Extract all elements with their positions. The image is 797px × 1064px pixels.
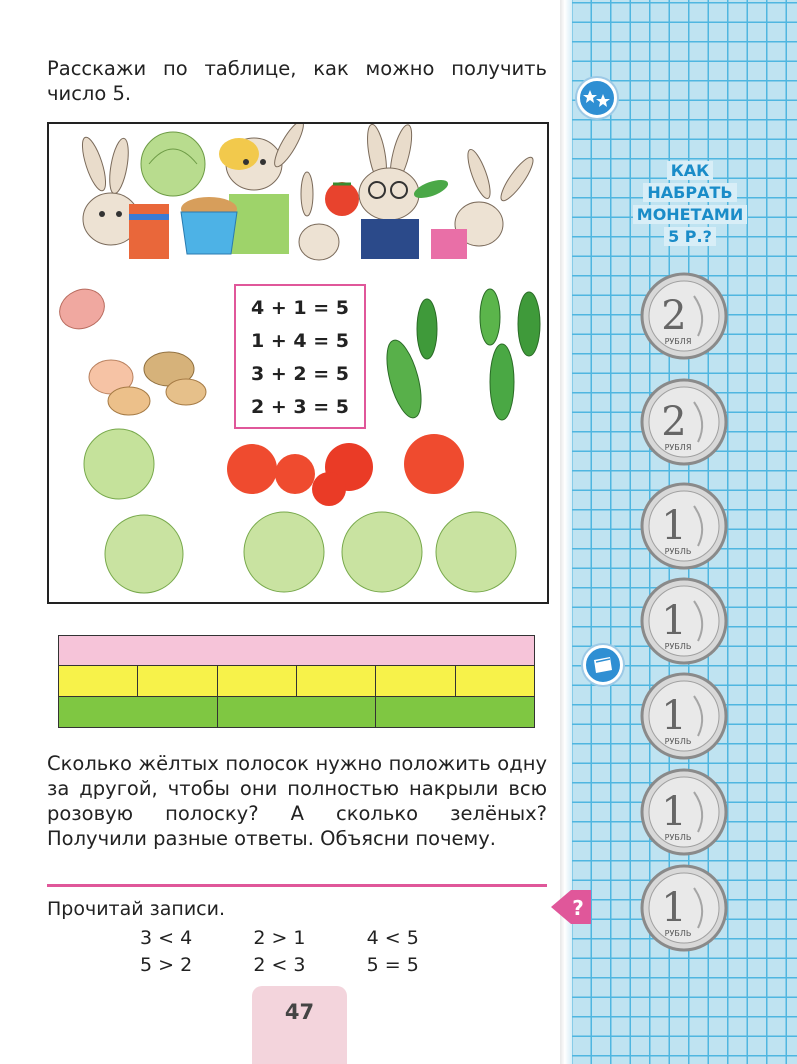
comparison-row <box>140 925 480 952</box>
note-icon <box>583 645 623 685</box>
equation-4: 2 + 3 = 5 <box>251 396 349 418</box>
coin-digit: 1 <box>661 885 687 931</box>
yellow-segment <box>218 666 297 696</box>
pink-stripe <box>58 635 535 666</box>
cabbage-held-icon <box>141 132 205 196</box>
cucumber-icon <box>380 289 540 421</box>
equation-2: 1 + 4 = 5 <box>251 330 349 352</box>
coin-digit: 2 <box>661 399 687 445</box>
green-segment <box>376 697 534 727</box>
sidebar-title-line: МОНЕТАМИ <box>633 205 747 224</box>
coin-2-rubles <box>640 272 728 360</box>
coin-digit: 1 <box>661 693 687 739</box>
task-2-text: Сколько жёлтых полосок нужно положить одну за другой, чтобы они полностью накрыли всю розовую полоску? А сколько зелёных? Получили разные ответы. Объясни почему. <box>47 752 547 850</box>
sidebar-title <box>615 160 765 248</box>
comparison: 2 > 1 <box>253 927 306 949</box>
coin-label: РУБЛЬ <box>664 642 692 651</box>
question-icon <box>551 888 591 926</box>
equation-box <box>234 284 366 429</box>
comparison: 5 = 5 <box>366 954 419 976</box>
coin-label: РУБЛЬ <box>664 547 692 556</box>
sidebar-title-line: 5 Р.? <box>664 227 716 246</box>
comparison-row <box>140 952 480 979</box>
comparison: 3 < 4 <box>140 927 193 949</box>
page-number-tab <box>252 986 347 1064</box>
rabbit-2-icon <box>181 124 308 254</box>
coin-digit: 1 <box>661 503 687 549</box>
yellow-segment <box>297 666 376 696</box>
green-segment <box>218 697 377 727</box>
coin-label: РУБЛЬ <box>664 833 692 842</box>
yellow-segment <box>138 666 217 696</box>
stripes-diagram <box>58 635 535 728</box>
yellow-segment <box>59 666 138 696</box>
section-divider <box>47 884 547 887</box>
tomato-icon <box>227 434 464 506</box>
illustration-frame <box>47 122 549 604</box>
coin-1-ruble <box>640 482 728 570</box>
question-mark: ? <box>572 896 584 920</box>
sidebar-title-line: КАК <box>667 161 714 180</box>
coin-digit: 1 <box>661 598 687 644</box>
coin-1-ruble <box>640 672 728 760</box>
coin-1-ruble <box>640 864 728 952</box>
stars-icon <box>577 78 617 118</box>
sidebar-title-line: НАБРАТЬ <box>643 183 736 202</box>
potato-icon <box>53 282 206 415</box>
coin-label: РУБЛЯ <box>664 337 692 346</box>
coin-1-ruble <box>640 768 728 856</box>
equation-3: 3 + 2 = 5 <box>251 363 349 385</box>
coin-label: РУБЛЬ <box>664 929 692 938</box>
comparison: 5 > 2 <box>140 954 193 976</box>
yellow-segment <box>376 666 455 696</box>
equation-1: 4 + 1 = 5 <box>251 297 349 319</box>
coin-digit: 1 <box>661 789 687 835</box>
tomato-held-icon <box>325 182 359 216</box>
comparison: 2 < 3 <box>253 954 306 976</box>
yellow-stripes <box>58 666 535 697</box>
coin-digit: 2 <box>661 293 687 339</box>
task-3-title: Прочитай записи. <box>47 898 225 920</box>
coin-1-ruble <box>640 577 728 665</box>
comparison: 4 < 5 <box>366 927 419 949</box>
green-stripes <box>58 697 535 728</box>
pink-segment <box>59 636 534 665</box>
task-1-text: Расскажи по таблице, как можно получить число 5. <box>47 57 547 105</box>
coin-label: РУБЛЬ <box>664 737 692 746</box>
yellow-segment <box>456 666 534 696</box>
comparison-grid <box>140 925 480 979</box>
page-number: 47 <box>284 1000 315 1024</box>
coin-2-rubles <box>640 378 728 466</box>
green-segment <box>59 697 218 727</box>
coin-label: РУБЛЯ <box>664 443 692 452</box>
